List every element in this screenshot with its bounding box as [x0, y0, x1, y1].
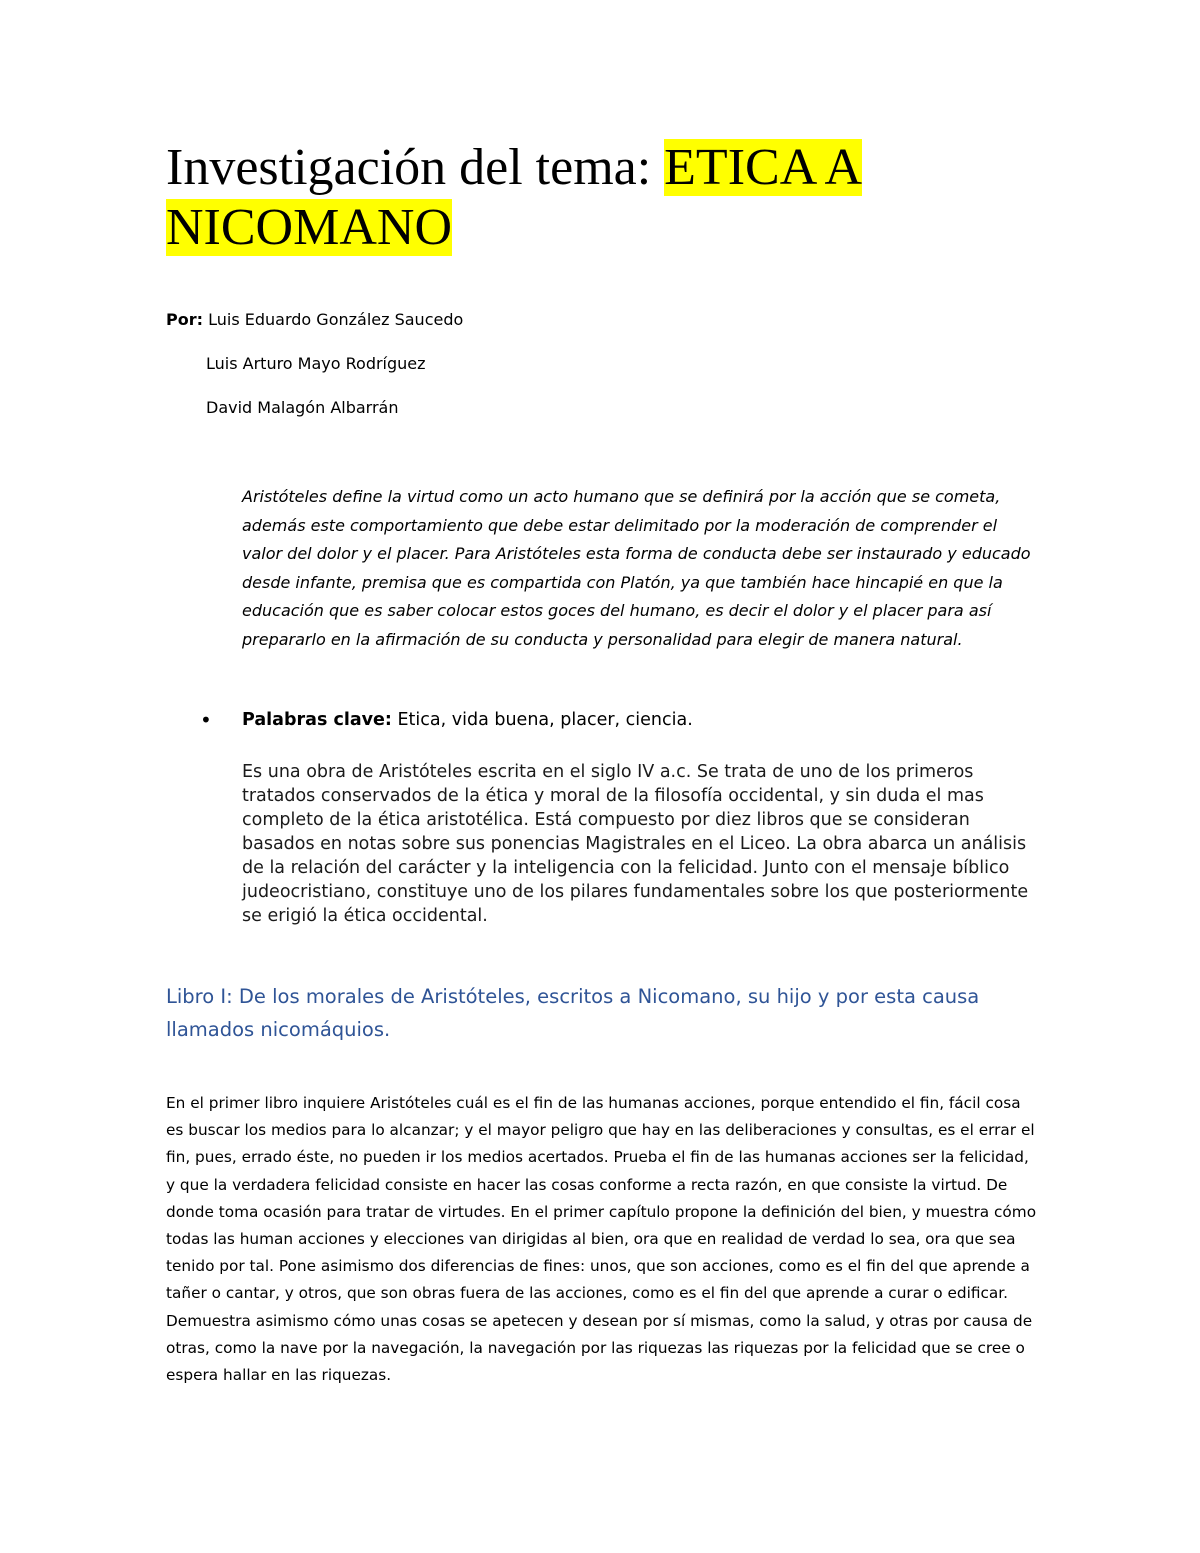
intro-paragraph: Es una obra de Aristóteles escrita en el siglo IV a.c. Se trata de uno de los primeros tratados conservados de la ética y moral de la filosofía occidental, y sin duda el mas completo de la ética aristotélica. Está compuesto por diez libros que se consideran basados en notas sobre sus ponencias Magistrales en el Liceo. La obra abarca un análisis de la relación del carácter y la inteligencia con la felicidad. Junto con el mensaje bíblico judeocristiano, constituye uno de los pilares fundamentales sobre los que posteriormente se erigió la ética occidental.	[242, 762, 1029, 926]
author-name: Luis Arturo Mayo Rodríguez	[206, 354, 426, 373]
abstract-paragraph: Aristóteles define la virtud como un acto humano que se definirá por la acción que se cometa, además este comportamiento que debe estar delimitado por la moderación de comprender el valor del dolor y el placer. Para Aristóteles esta forma de conducta debe ser instaurado y educado desde infante, premisa que es compartida con Platón, ya que también hace hincapié en que la educación que es saber colocar estos goces del humano, es decir el dolor y el placer para así prepararlo en la afirmación de su conducta y personalidad para elegir de manera natural.	[242, 487, 1031, 649]
author-name: David Malagón Albarrán	[206, 398, 399, 417]
authors-block	[166, 307, 866, 439]
author-line-3	[166, 395, 866, 439]
keywords-label: Palabras clave:	[242, 710, 392, 730]
body-paragraph: En el primer libro inquiere Aristóteles cuál es el fin de las humanas acciones, porque entendido el fin, fácil cosa es buscar los medios para lo alcanzar; y el mayor peligro que hay en las deliberaciones y consultas, es el errar el fin, pues, errado éste, no pueden ir los medios acertados. Prueba el fin de las humanas acciones ser la felicidad, y que la verdadera felicidad consiste en hacer las cosas conforme a recta razón, en que consiste la virtud. De donde toma ocasión para tratar de virtudes. En el primer capítulo propone la definición del bien, y muestra cómo todas las human acciones y elecciones van dirigidas al bien, ora que en realidad de verdad lo sea, ora que sea tenido por tal. Pone asimismo dos diferencias de fines: unos, que son acciones, como es el fin del que aprende a tañer o cantar, y otros, que son obras fuera de las acciones, como es el fin del que aprende a curar o edificar. Demuestra asimismo cómo unas cosas se apetecen y desean por sí mismas, como la salud, y otras por causa de otras, como la nave por la navegación, la navegación por las riquezas las riquezas por la felicidad que se cree o espera hallar en las riquezas.	[166, 1094, 1037, 1385]
title-highlight: ETICA A NICOMANO	[166, 139, 863, 256]
keywords-list	[200, 706, 1020, 734]
bullet-icon: •	[200, 708, 212, 732]
author-line-1	[166, 307, 866, 351]
author-line-2	[166, 351, 866, 395]
document-title	[166, 138, 1046, 258]
keywords-text: Etica, vida buena, placer, ciencia.	[397, 710, 693, 730]
title-prefix: Investigación del tema:	[166, 139, 665, 196]
authors-label: Por:	[166, 310, 204, 329]
section-heading: Libro I: De los morales de Aristóteles, escritos a Nicomano, su hijo y por esta causa llamados nicomáquios.	[166, 985, 980, 1041]
keywords-item	[200, 706, 1020, 734]
author-name: Luis Eduardo González Saucedo	[208, 310, 464, 329]
